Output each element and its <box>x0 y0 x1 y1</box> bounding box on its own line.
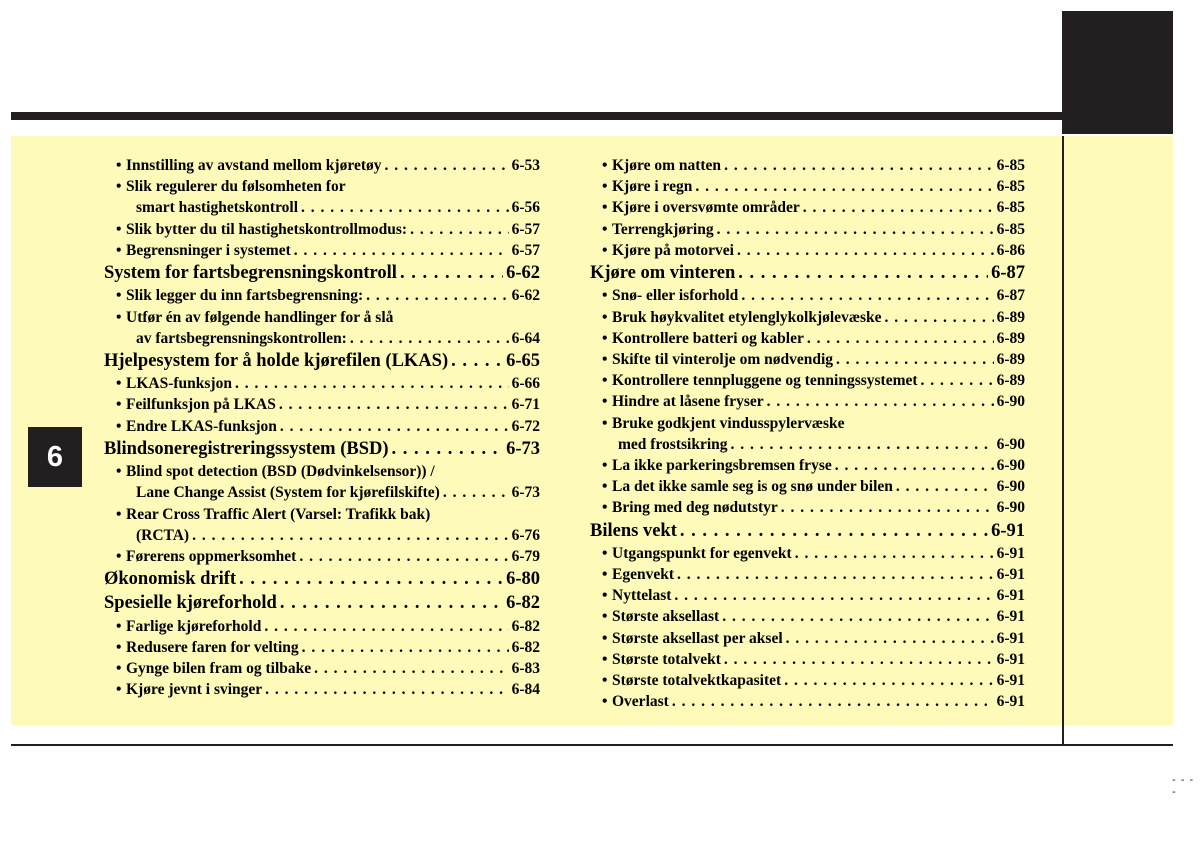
dot-leader <box>835 455 994 476</box>
toc-entry-title: Bruke godkjent vindusspylervæske <box>612 414 845 432</box>
bullet-icon: • <box>602 178 608 196</box>
chapter-number-badge: 6 <box>28 427 82 487</box>
toc-entry-title: Største aksellast <box>612 608 720 626</box>
dot-leader <box>301 197 509 218</box>
toc-subsection-entry[interactable] <box>104 176 540 197</box>
bullet-icon: • <box>602 372 608 390</box>
dot-leader <box>680 519 988 543</box>
toc-entry-title: Endre LKAS-funksjon <box>126 417 277 435</box>
toc-page-number: 6-53 <box>511 157 540 174</box>
toc-page-number: 6-90 <box>996 456 1025 474</box>
toc-subsection-entry[interactable] <box>590 649 1025 670</box>
toc-subsection-entry[interactable] <box>590 349 1025 370</box>
toc-entry-title: Innstilling av avstand mellom kjøretøy <box>126 157 382 174</box>
toc-subsection-entry[interactable] <box>590 370 1025 391</box>
toc-page-number: 6-89 <box>996 372 1025 390</box>
dot-leader <box>672 691 994 712</box>
bullet-icon: • <box>602 544 608 562</box>
toc-subsection-entry[interactable] <box>104 155 540 176</box>
bullet-icon: • <box>116 220 122 238</box>
toc-page-number: 6-62 <box>511 287 540 305</box>
bottom-rule <box>11 744 1173 746</box>
toc-page-number: 6-91 <box>991 520 1025 541</box>
dot-leader <box>294 240 509 261</box>
toc-page-number: 6-91 <box>996 629 1025 647</box>
dot-leader <box>784 670 993 691</box>
toc-section-entry[interactable] <box>104 437 540 461</box>
bullet-icon: • <box>602 566 608 584</box>
toc-entry-title: smart hastighetskontroll <box>136 199 299 217</box>
dot-leader <box>235 373 509 394</box>
toc-page-number: 6-91 <box>996 544 1025 562</box>
dot-leader <box>724 155 994 176</box>
toc-page-number: 6-83 <box>511 660 540 678</box>
toc-subsection-entry[interactable] <box>104 461 540 482</box>
dot-leader <box>795 543 994 564</box>
toc-entry-title: Bilens vekt <box>590 520 677 541</box>
toc-page-number: 6-65 <box>506 350 540 371</box>
toc-page-number: 6-87 <box>991 263 1025 284</box>
toc-entry-title: Kjøre på motorvei <box>612 241 734 259</box>
bullet-icon: • <box>602 478 608 496</box>
toc-subsection-entry[interactable] <box>590 434 1025 455</box>
toc-subsection-entry[interactable] <box>590 307 1025 328</box>
toc-page-number: 6-76 <box>511 526 540 544</box>
toc-entry-title: Største totalvekt <box>612 650 721 668</box>
toc-page-number: 6-66 <box>511 375 540 393</box>
top-rule <box>11 112 1173 120</box>
toc-entry-title: (RCTA) <box>136 526 190 544</box>
toc-entry-title: Kjøre om vinteren <box>590 263 736 284</box>
bullet-icon: • <box>602 157 608 174</box>
toc-subsection-entry[interactable] <box>590 476 1025 497</box>
dot-leader <box>836 349 994 370</box>
toc-subsection-entry[interactable] <box>590 628 1025 649</box>
toc-subsection-entry[interactable] <box>590 155 1025 176</box>
toc-entry-title: Rear Cross Traffic Alert (Varsel: Trafikk bak) <box>126 505 431 523</box>
bullet-icon: • <box>116 308 122 326</box>
toc-right-column <box>590 155 1025 712</box>
dot-leader <box>392 437 504 461</box>
toc-subsection-entry[interactable] <box>590 543 1025 564</box>
toc-entry-title: Største aksellast per aksel <box>612 629 783 647</box>
dot-leader <box>767 391 994 412</box>
toc-subsection-entry[interactable] <box>104 394 540 415</box>
toc-entry-title: Spesielle kjøreforhold <box>104 593 277 614</box>
toc-page-number: 6-85 <box>996 220 1025 238</box>
bullet-icon: • <box>602 308 608 326</box>
toc-page-number: 6-72 <box>511 417 540 435</box>
toc-entry-title: Begrensninger i systemet <box>126 241 291 259</box>
bullet-icon: • <box>602 672 608 690</box>
toc-entry-title: Kjøre om natten <box>612 157 722 174</box>
toc-entry-title: Kjøre i oversvømte områder <box>612 199 800 217</box>
toc-section-entry[interactable] <box>590 261 1025 285</box>
toc-page-number: 6-90 <box>996 435 1025 453</box>
bullet-icon: • <box>116 660 122 678</box>
toc-subsection-entry[interactable] <box>104 546 540 567</box>
dot-leader <box>896 476 994 497</box>
toc-section-entry[interactable] <box>590 519 1025 543</box>
toc-subsection-entry[interactable] <box>104 219 540 240</box>
toc-entry-title: Bruk høykvalitet etylenglykolkjølevæske <box>612 308 882 326</box>
dot-leader <box>265 679 508 700</box>
toc-page-number: 6-89 <box>996 308 1025 326</box>
toc-page-number: 6-85 <box>996 199 1025 217</box>
toc-subsection-entry[interactable] <box>590 455 1025 476</box>
toc-entry-title: Førerens oppmerksomhet <box>126 547 297 565</box>
dot-leader <box>717 219 994 240</box>
dot-leader <box>738 261 988 285</box>
toc-page-number: 6-57 <box>511 241 540 259</box>
bullet-icon: • <box>602 608 608 626</box>
bullet-icon: • <box>602 287 608 305</box>
toc-entry-title: Utgangspunkt for egenvekt <box>612 544 792 562</box>
dot-leader <box>280 591 503 615</box>
dot-leader <box>885 307 994 328</box>
toc-subsection-entry[interactable] <box>104 285 540 306</box>
dot-leader <box>677 564 994 585</box>
dot-leader <box>781 497 994 518</box>
bullet-icon: • <box>116 157 122 174</box>
toc-page-number: 6-79 <box>511 547 540 565</box>
toc-page-number: 6-91 <box>996 672 1025 690</box>
dot-leader <box>239 567 503 591</box>
toc-page-number: 6-91 <box>996 608 1025 626</box>
toc-subsection-entry[interactable] <box>104 197 540 218</box>
bullet-icon: • <box>602 587 608 605</box>
toc-entry-title: Utfør én av følgende handlinger for å slå <box>126 308 394 326</box>
toc-subsection-entry[interactable] <box>104 416 540 437</box>
toc-page-number: 6-62 <box>506 263 540 284</box>
toc-page-number: 6-91 <box>996 587 1025 605</box>
toc-page-number: 6-86 <box>996 241 1025 259</box>
bullet-icon: • <box>116 617 122 635</box>
bullet-icon: • <box>602 329 608 347</box>
toc-entry-title: Snø- eller isforhold <box>612 287 739 305</box>
bullet-icon: • <box>602 629 608 647</box>
toc-subsection-entry[interactable] <box>104 658 540 679</box>
toc-page-number: 6-82 <box>506 593 540 614</box>
bullet-icon: • <box>602 393 608 411</box>
dot-leader <box>731 434 994 455</box>
dot-leader <box>299 546 508 567</box>
toc-entry-title: Redusere faren for velting <box>126 638 299 656</box>
dot-leader <box>280 416 509 437</box>
toc-subsection-entry[interactable] <box>104 373 540 394</box>
toc-page-number: 6-80 <box>506 569 540 590</box>
toc-entry-title: Hjelpesystem for å holde kjørefilen (LKAS) <box>104 350 449 371</box>
bullet-icon: • <box>602 456 608 474</box>
toc-entry-title: Kontrollere tennpluggene og tenningssystemet <box>612 372 918 390</box>
toc-page-number: 6-89 <box>996 350 1025 368</box>
toc-page-number: 6-87 <box>996 287 1025 305</box>
toc-left-column <box>104 155 540 701</box>
toc-subsection-entry[interactable] <box>104 616 540 637</box>
toc-subsection-entry[interactable] <box>104 637 540 658</box>
toc-subsection-entry[interactable] <box>590 176 1025 197</box>
toc-entry-title: Blindsoneregistreringssystem (BSD) <box>104 438 389 459</box>
toc-subsection-entry[interactable] <box>590 197 1025 218</box>
bullet-icon: • <box>116 505 122 523</box>
dot-leader <box>695 176 993 197</box>
toc-subsection-entry[interactable] <box>590 285 1025 306</box>
toc-subsection-entry[interactable] <box>104 240 540 261</box>
dot-leader <box>674 585 993 606</box>
bullet-icon: • <box>116 417 122 435</box>
toc-page-number: 6-90 <box>996 393 1025 411</box>
toc-entry-title: Terrengkjøring <box>612 220 714 238</box>
toc-entry-title: Hindre at låsene fryser <box>612 393 764 411</box>
dot-leader <box>786 628 994 649</box>
bullet-icon: • <box>602 414 608 432</box>
bullet-icon: • <box>116 178 122 196</box>
toc-subsection-entry[interactable] <box>590 606 1025 627</box>
dot-leader <box>192 525 508 546</box>
toc-page-number: 6-57 <box>511 220 540 238</box>
toc-entry-title: Gynge bilen fram og tilbake <box>126 660 312 678</box>
dot-leader <box>807 328 994 349</box>
bullet-icon: • <box>602 350 608 368</box>
dot-leader <box>741 285 993 306</box>
toc-subsection-entry[interactable] <box>104 525 540 546</box>
toc-page-number: 6-73 <box>511 484 540 502</box>
toc-section-entry[interactable] <box>104 349 540 373</box>
toc-subsection-entry[interactable] <box>590 564 1025 585</box>
toc-page-number: 6-90 <box>996 499 1025 517</box>
toc-entry-title: Største totalvektkapasitet <box>612 672 782 690</box>
toc-page-number: 6-56 <box>511 199 540 217</box>
dot-leader <box>443 482 509 503</box>
toc-subsection-entry[interactable] <box>590 691 1025 712</box>
bullet-icon: • <box>116 681 122 699</box>
toc-entry-title: Feilfunksjon på LKAS <box>126 396 276 414</box>
toc-page-number: 6-91 <box>996 566 1025 584</box>
bullet-icon: • <box>116 638 122 656</box>
toc-subsection-entry[interactable] <box>104 328 540 349</box>
toc-page-number: 6-82 <box>511 638 540 656</box>
dot-leader <box>803 197 994 218</box>
toc-page-number: 6-85 <box>996 178 1025 196</box>
toc-page-number: 6-73 <box>506 438 540 459</box>
bullet-icon: • <box>116 287 122 305</box>
toc-entry-title: La ikke parkeringsbremsen fryse <box>612 456 832 474</box>
toc-entry-title: Slik legger du inn fartsbegrensning: <box>126 287 364 305</box>
bullet-icon: • <box>602 499 608 517</box>
bullet-icon: • <box>602 650 608 668</box>
dot-leader <box>921 370 994 391</box>
toc-page-number: 6-71 <box>511 396 540 414</box>
toc-subsection-entry[interactable] <box>590 391 1025 412</box>
toc-entry-title: Kontrollere batteri og kabler <box>612 329 804 347</box>
bullet-icon: • <box>116 396 122 414</box>
dot-leader <box>410 219 509 240</box>
toc-subsection-entry[interactable] <box>590 670 1025 691</box>
vertical-divider <box>1062 136 1064 745</box>
dot-leader <box>314 658 508 679</box>
toc-page-number: 6-91 <box>996 693 1025 711</box>
dot-leader <box>385 155 509 176</box>
bullet-icon: • <box>602 199 608 217</box>
dot-leader <box>264 616 508 637</box>
toc-page-number: 6-91 <box>996 650 1025 668</box>
toc-entry-title: LKAS-funksjon <box>126 375 232 393</box>
toc-entry-title: Lane Change Assist (System for kjørefilskifte) <box>136 484 440 502</box>
toc-subsection-entry[interactable] <box>104 482 540 503</box>
toc-entry-title: Slik bytter du til hastighetskontrollmodus: <box>126 220 408 238</box>
bullet-icon: • <box>116 547 122 565</box>
toc-entry-title: Overlast <box>612 693 669 711</box>
bullet-icon: • <box>602 241 608 259</box>
toc-page-number: 6-90 <box>996 478 1025 496</box>
toc-entry-title: System for fartsbegrensningskontroll <box>104 263 397 284</box>
bullet-icon: • <box>602 693 608 711</box>
toc-subsection-entry[interactable] <box>590 585 1025 606</box>
dot-leader <box>350 328 509 349</box>
toc-subsection-entry[interactable] <box>104 679 540 700</box>
toc-subsection-entry[interactable] <box>590 219 1025 240</box>
dot-leader <box>279 394 509 415</box>
dot-leader <box>724 649 994 670</box>
toc-section-entry[interactable] <box>104 261 540 285</box>
toc-subsection-entry[interactable] <box>590 413 1025 434</box>
toc-entry-title: Skifte til vinterolje om nødvendig <box>612 350 834 368</box>
toc-section-entry[interactable] <box>104 567 540 591</box>
toc-page-number: 6-85 <box>996 157 1025 174</box>
dot-leader <box>722 606 993 627</box>
toc-page-number: 6-64 <box>511 329 540 347</box>
bullet-icon: • <box>116 375 122 393</box>
toc-subsection-entry[interactable] <box>104 504 540 525</box>
toc-subsection-entry[interactable] <box>590 240 1025 261</box>
toc-subsection-entry[interactable] <box>590 328 1025 349</box>
toc-entry-title: med frostsikring <box>618 435 728 453</box>
toc-section-entry[interactable] <box>104 591 540 615</box>
toc-entry-title: Nyttelast <box>612 587 672 605</box>
dot-leader <box>451 349 503 373</box>
toc-entry-title: Egenvekt <box>612 566 674 584</box>
bullet-icon: • <box>602 220 608 238</box>
dot-leader <box>737 240 994 261</box>
bullet-icon: • <box>116 463 122 481</box>
toc-entry-title: Slik regulerer du følsomheten for <box>126 178 346 196</box>
toc-subsection-entry[interactable] <box>590 497 1025 518</box>
toc-entry-title: Kjøre i regn <box>612 178 693 196</box>
toc-entry-title: La det ikke samle seg is og snø under bilen <box>612 478 893 496</box>
dot-leader <box>302 637 509 658</box>
toc-page-number: 6-82 <box>511 617 540 635</box>
toc-entry-title: Blind spot detection (BSD (Dødvinkelsensor)) / <box>126 463 435 481</box>
dot-leader <box>400 261 503 285</box>
toc-entry-title: Bring med deg nødutstyr <box>612 499 778 517</box>
toc-entry-title: Farlige kjøreforhold <box>126 617 262 635</box>
toc-page-number: 6-84 <box>511 681 540 699</box>
bullet-icon: • <box>116 241 122 259</box>
toc-entry-title: Økonomisk drift <box>104 569 237 590</box>
toc-subsection-entry[interactable] <box>104 307 540 328</box>
dot-leader <box>366 285 508 306</box>
toc-entry-title: av fartsbegrensningskontrollen: <box>136 329 347 347</box>
crop-marks: - - - - <box>1172 774 1195 798</box>
toc-page-number: 6-89 <box>996 329 1025 347</box>
toc-entry-title: Kjøre jevnt i svinger <box>126 681 263 699</box>
